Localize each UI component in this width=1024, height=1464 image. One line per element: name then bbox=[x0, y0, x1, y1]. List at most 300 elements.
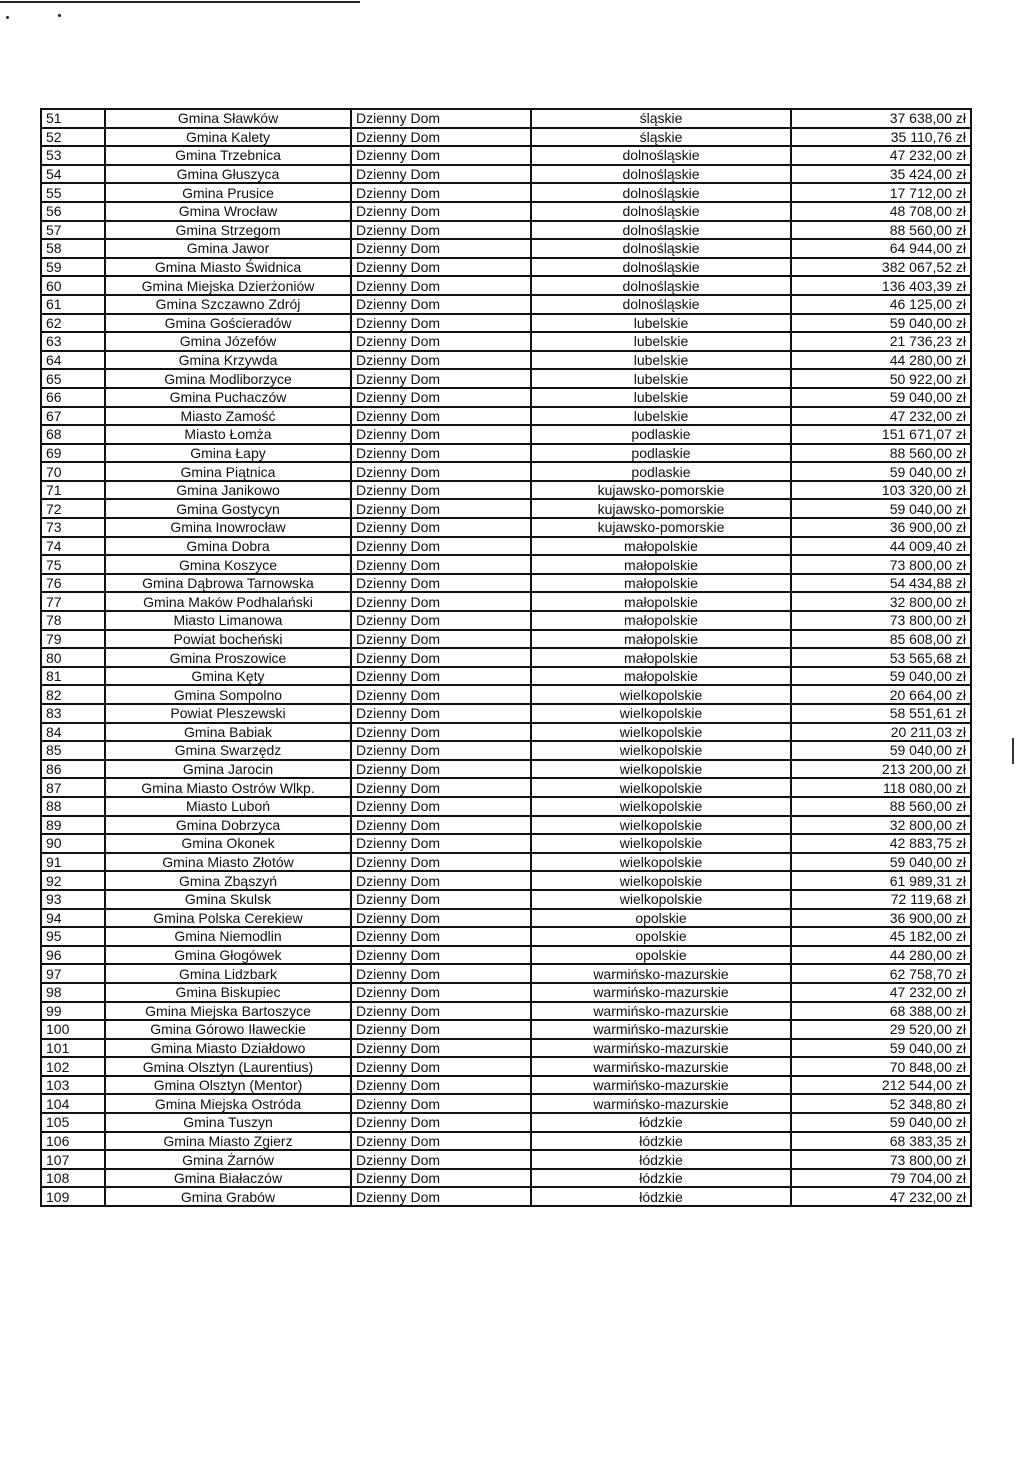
voivodeship-cell: lubelskie bbox=[531, 407, 791, 426]
beneficiary-name-cell: Gmina Dobrzyca bbox=[105, 816, 351, 835]
grant-amount-cell: 85 608,00 zł bbox=[791, 630, 971, 649]
scan-speck bbox=[6, 16, 9, 19]
table-row bbox=[41, 276, 971, 295]
row-number-cell: 69 bbox=[41, 444, 105, 463]
facility-type-cell: Dzienny Dom bbox=[351, 295, 531, 314]
row-number-cell: 55 bbox=[41, 183, 105, 202]
grant-amount-cell: 58 551,61 zł bbox=[791, 704, 971, 723]
beneficiary-name-cell: Gmina Miejska Bartoszyce bbox=[105, 1002, 351, 1021]
grant-amount-cell: 21 736,23 zł bbox=[791, 332, 971, 351]
beneficiary-name-cell: Gmina Tuszyn bbox=[105, 1113, 351, 1132]
voivodeship-cell: wielkopolskie bbox=[531, 890, 791, 909]
voivodeship-cell: dolnośląskie bbox=[531, 295, 791, 314]
grant-amount-cell: 32 800,00 zł bbox=[791, 592, 971, 611]
beneficiary-name-cell: Gmina Kalety bbox=[105, 128, 351, 147]
beneficiary-name-cell: Gmina Olsztyn (Laurentius) bbox=[105, 1057, 351, 1076]
grant-amount-cell: 212 544,00 zł bbox=[791, 1076, 971, 1095]
table-row bbox=[41, 1113, 971, 1132]
grant-amount-cell: 47 232,00 zł bbox=[791, 146, 971, 165]
facility-type-cell: Dzienny Dom bbox=[351, 667, 531, 686]
table-row bbox=[41, 481, 971, 500]
beneficiary-name-cell: Gmina Dąbrowa Tarnowska bbox=[105, 574, 351, 593]
grant-amount-cell: 52 348,80 zł bbox=[791, 1094, 971, 1113]
facility-type-cell: Dzienny Dom bbox=[351, 1187, 531, 1206]
table-row bbox=[41, 741, 971, 760]
beneficiary-name-cell: Gmina Trzebnica bbox=[105, 146, 351, 165]
table-row bbox=[41, 1002, 971, 1021]
facility-type-cell: Dzienny Dom bbox=[351, 648, 531, 667]
voivodeship-cell: wielkopolskie bbox=[531, 778, 791, 797]
facility-type-cell: Dzienny Dom bbox=[351, 109, 531, 128]
voivodeship-cell: dolnośląskie bbox=[531, 276, 791, 295]
grant-amount-cell: 47 232,00 zł bbox=[791, 1187, 971, 1206]
row-number-cell: 56 bbox=[41, 202, 105, 221]
voivodeship-cell: małopolskie bbox=[531, 592, 791, 611]
voivodeship-cell: dolnośląskie bbox=[531, 239, 791, 258]
grant-amount-cell: 36 900,00 zł bbox=[791, 909, 971, 928]
facility-type-cell: Dzienny Dom bbox=[351, 555, 531, 574]
beneficiary-name-cell: Gmina Szczawno Zdrój bbox=[105, 295, 351, 314]
facility-type-cell: Dzienny Dom bbox=[351, 314, 531, 333]
facility-type-cell: Dzienny Dom bbox=[351, 778, 531, 797]
beneficiary-name-cell: Gmina Polska Cerekiew bbox=[105, 909, 351, 928]
table-row bbox=[41, 1187, 971, 1206]
voivodeship-cell: dolnośląskie bbox=[531, 165, 791, 184]
row-number-cell: 51 bbox=[41, 109, 105, 128]
row-number-cell: 85 bbox=[41, 741, 105, 760]
beneficiary-name-cell: Gmina Jawor bbox=[105, 239, 351, 258]
voivodeship-cell: dolnośląskie bbox=[531, 146, 791, 165]
voivodeship-cell: warmińsko-mazurskie bbox=[531, 1057, 791, 1076]
grant-amount-cell: 59 040,00 zł bbox=[791, 462, 971, 481]
row-number-cell: 68 bbox=[41, 425, 105, 444]
voivodeship-cell: dolnośląskie bbox=[531, 202, 791, 221]
grant-table-body bbox=[41, 109, 971, 1206]
table-row bbox=[41, 871, 971, 890]
table-row bbox=[41, 499, 971, 518]
row-number-cell: 78 bbox=[41, 611, 105, 630]
scan-edge-mark bbox=[1012, 738, 1014, 764]
row-number-cell: 86 bbox=[41, 760, 105, 779]
beneficiary-name-cell: Gmina Jarocin bbox=[105, 760, 351, 779]
facility-type-cell: Dzienny Dom bbox=[351, 1150, 531, 1169]
facility-type-cell: Dzienny Dom bbox=[351, 1169, 531, 1188]
facility-type-cell: Dzienny Dom bbox=[351, 518, 531, 537]
row-number-cell: 90 bbox=[41, 834, 105, 853]
facility-type-cell: Dzienny Dom bbox=[351, 369, 531, 388]
grant-amount-cell: 73 800,00 zł bbox=[791, 555, 971, 574]
table-row bbox=[41, 723, 971, 742]
facility-type-cell: Dzienny Dom bbox=[351, 202, 531, 221]
table-row bbox=[41, 239, 971, 258]
facility-type-cell: Dzienny Dom bbox=[351, 444, 531, 463]
table-row bbox=[41, 1094, 971, 1113]
beneficiary-name-cell: Gmina Biskupiec bbox=[105, 983, 351, 1002]
beneficiary-name-cell: Gmina Inowrocław bbox=[105, 518, 351, 537]
grant-amount-cell: 61 989,31 zł bbox=[791, 871, 971, 890]
row-number-cell: 87 bbox=[41, 778, 105, 797]
table-row bbox=[41, 555, 971, 574]
row-number-cell: 95 bbox=[41, 927, 105, 946]
facility-type-cell: Dzienny Dom bbox=[351, 871, 531, 890]
beneficiary-name-cell: Gmina Okonek bbox=[105, 834, 351, 853]
grant-amount-cell: 59 040,00 zł bbox=[791, 741, 971, 760]
grant-amount-cell: 72 119,68 zł bbox=[791, 890, 971, 909]
voivodeship-cell: podlaskie bbox=[531, 444, 791, 463]
facility-type-cell: Dzienny Dom bbox=[351, 1076, 531, 1095]
row-number-cell: 107 bbox=[41, 1150, 105, 1169]
beneficiary-name-cell: Gmina Wrocław bbox=[105, 202, 351, 221]
grant-amount-cell: 46 125,00 zł bbox=[791, 295, 971, 314]
grant-amount-cell: 37 638,00 zł bbox=[791, 109, 971, 128]
voivodeship-cell: podlaskie bbox=[531, 425, 791, 444]
voivodeship-cell: wielkopolskie bbox=[531, 816, 791, 835]
voivodeship-cell: opolskie bbox=[531, 946, 791, 965]
table-row bbox=[41, 388, 971, 407]
voivodeship-cell: lubelskie bbox=[531, 369, 791, 388]
grant-amount-cell: 118 080,00 zł bbox=[791, 778, 971, 797]
row-number-cell: 57 bbox=[41, 221, 105, 240]
table-row bbox=[41, 1020, 971, 1039]
grant-amount-cell: 136 403,39 zł bbox=[791, 276, 971, 295]
row-number-cell: 100 bbox=[41, 1020, 105, 1039]
beneficiary-name-cell: Gmina Miejska Dzierżoniów bbox=[105, 276, 351, 295]
table-row bbox=[41, 314, 971, 333]
row-number-cell: 104 bbox=[41, 1094, 105, 1113]
beneficiary-name-cell: Gmina Piątnica bbox=[105, 462, 351, 481]
grant-amount-cell: 50 922,00 zł bbox=[791, 369, 971, 388]
facility-type-cell: Dzienny Dom bbox=[351, 1113, 531, 1132]
row-number-cell: 79 bbox=[41, 630, 105, 649]
grant-amount-cell: 213 200,00 zł bbox=[791, 760, 971, 779]
facility-type-cell: Dzienny Dom bbox=[351, 1057, 531, 1076]
facility-type-cell: Dzienny Dom bbox=[351, 258, 531, 277]
table-row bbox=[41, 183, 971, 202]
facility-type-cell: Dzienny Dom bbox=[351, 909, 531, 928]
grant-amount-cell: 29 520,00 zł bbox=[791, 1020, 971, 1039]
row-number-cell: 106 bbox=[41, 1132, 105, 1151]
voivodeship-cell: małopolskie bbox=[531, 648, 791, 667]
table-row bbox=[41, 816, 971, 835]
voivodeship-cell: wielkopolskie bbox=[531, 871, 791, 890]
row-number-cell: 64 bbox=[41, 351, 105, 370]
row-number-cell: 91 bbox=[41, 853, 105, 872]
grant-amount-cell: 42 883,75 zł bbox=[791, 834, 971, 853]
table-row bbox=[41, 890, 971, 909]
facility-type-cell: Dzienny Dom bbox=[351, 816, 531, 835]
grant-amount-cell: 73 800,00 zł bbox=[791, 611, 971, 630]
row-number-cell: 72 bbox=[41, 499, 105, 518]
table-row bbox=[41, 797, 971, 816]
voivodeship-cell: lubelskie bbox=[531, 314, 791, 333]
beneficiary-name-cell: Gmina Koszyce bbox=[105, 555, 351, 574]
voivodeship-cell: małopolskie bbox=[531, 574, 791, 593]
row-number-cell: 103 bbox=[41, 1076, 105, 1095]
facility-type-cell: Dzienny Dom bbox=[351, 146, 531, 165]
facility-type-cell: Dzienny Dom bbox=[351, 221, 531, 240]
voivodeship-cell: dolnośląskie bbox=[531, 221, 791, 240]
beneficiary-name-cell: Gmina Miasto Zgierz bbox=[105, 1132, 351, 1151]
voivodeship-cell: wielkopolskie bbox=[531, 834, 791, 853]
table-row bbox=[41, 295, 971, 314]
table-row bbox=[41, 946, 971, 965]
table-row bbox=[41, 444, 971, 463]
voivodeship-cell: łódzkie bbox=[531, 1132, 791, 1151]
beneficiary-name-cell: Gmina Miasto Działdowo bbox=[105, 1039, 351, 1058]
voivodeship-cell: łódzkie bbox=[531, 1169, 791, 1188]
row-number-cell: 101 bbox=[41, 1039, 105, 1058]
facility-type-cell: Dzienny Dom bbox=[351, 276, 531, 295]
facility-type-cell: Dzienny Dom bbox=[351, 128, 531, 147]
grant-amount-cell: 59 040,00 zł bbox=[791, 388, 971, 407]
grant-amount-cell: 68 383,35 zł bbox=[791, 1132, 971, 1151]
beneficiary-name-cell: Gmina Proszowice bbox=[105, 648, 351, 667]
grant-amount-cell: 32 800,00 zł bbox=[791, 816, 971, 835]
scan-speck bbox=[58, 14, 61, 17]
beneficiary-name-cell: Miasto Luboń bbox=[105, 797, 351, 816]
grant-amount-cell: 88 560,00 zł bbox=[791, 797, 971, 816]
row-number-cell: 96 bbox=[41, 946, 105, 965]
table-row bbox=[41, 258, 971, 277]
facility-type-cell: Dzienny Dom bbox=[351, 797, 531, 816]
row-number-cell: 74 bbox=[41, 537, 105, 556]
row-number-cell: 75 bbox=[41, 555, 105, 574]
row-number-cell: 92 bbox=[41, 871, 105, 890]
table-row bbox=[41, 1039, 971, 1058]
facility-type-cell: Dzienny Dom bbox=[351, 760, 531, 779]
table-row bbox=[41, 853, 971, 872]
grant-amount-cell: 44 280,00 zł bbox=[791, 351, 971, 370]
facility-type-cell: Dzienny Dom bbox=[351, 983, 531, 1002]
grant-amount-cell: 35 424,00 zł bbox=[791, 165, 971, 184]
grant-amount-cell: 20 211,03 zł bbox=[791, 723, 971, 742]
beneficiary-name-cell: Gmina Zbąszyń bbox=[105, 871, 351, 890]
row-number-cell: 98 bbox=[41, 983, 105, 1002]
row-number-cell: 84 bbox=[41, 723, 105, 742]
grant-amount-cell: 64 944,00 zł bbox=[791, 239, 971, 258]
table-row bbox=[41, 221, 971, 240]
table-row bbox=[41, 834, 971, 853]
row-number-cell: 80 bbox=[41, 648, 105, 667]
table-row bbox=[41, 704, 971, 723]
row-number-cell: 73 bbox=[41, 518, 105, 537]
voivodeship-cell: łódzkie bbox=[531, 1150, 791, 1169]
beneficiary-name-cell: Gmina Puchaczów bbox=[105, 388, 351, 407]
facility-type-cell: Dzienny Dom bbox=[351, 1039, 531, 1058]
row-number-cell: 76 bbox=[41, 574, 105, 593]
beneficiary-name-cell: Miasto Zamość bbox=[105, 407, 351, 426]
grant-amount-cell: 79 704,00 zł bbox=[791, 1169, 971, 1188]
facility-type-cell: Dzienny Dom bbox=[351, 1094, 531, 1113]
row-number-cell: 65 bbox=[41, 369, 105, 388]
beneficiary-name-cell: Gmina Krzywda bbox=[105, 351, 351, 370]
voivodeship-cell: warmińsko-mazurskie bbox=[531, 1002, 791, 1021]
beneficiary-name-cell: Gmina Józefów bbox=[105, 332, 351, 351]
facility-type-cell: Dzienny Dom bbox=[351, 630, 531, 649]
table-row bbox=[41, 574, 971, 593]
row-number-cell: 105 bbox=[41, 1113, 105, 1132]
table-row bbox=[41, 332, 971, 351]
facility-type-cell: Dzienny Dom bbox=[351, 592, 531, 611]
table-row bbox=[41, 1169, 971, 1188]
facility-type-cell: Dzienny Dom bbox=[351, 462, 531, 481]
table-row bbox=[41, 648, 971, 667]
beneficiary-name-cell: Gmina Białaczów bbox=[105, 1169, 351, 1188]
voivodeship-cell: śląskie bbox=[531, 128, 791, 147]
row-number-cell: 59 bbox=[41, 258, 105, 277]
voivodeship-cell: kujawsko-pomorskie bbox=[531, 499, 791, 518]
grant-amount-cell: 88 560,00 zł bbox=[791, 221, 971, 240]
voivodeship-cell: łódzkie bbox=[531, 1113, 791, 1132]
facility-type-cell: Dzienny Dom bbox=[351, 574, 531, 593]
row-number-cell: 109 bbox=[41, 1187, 105, 1206]
beneficiary-name-cell: Powiat Pleszewski bbox=[105, 704, 351, 723]
facility-type-cell: Dzienny Dom bbox=[351, 1020, 531, 1039]
table-row bbox=[41, 1076, 971, 1095]
beneficiary-name-cell: Gmina Miasto Złotów bbox=[105, 853, 351, 872]
facility-type-cell: Dzienny Dom bbox=[351, 834, 531, 853]
voivodeship-cell: dolnośląskie bbox=[531, 183, 791, 202]
row-number-cell: 61 bbox=[41, 295, 105, 314]
facility-type-cell: Dzienny Dom bbox=[351, 927, 531, 946]
grant-amount-cell: 53 565,68 zł bbox=[791, 648, 971, 667]
grant-amount-cell: 73 800,00 zł bbox=[791, 1150, 971, 1169]
beneficiary-name-cell: Gmina Miasto Ostrów Wlkp. bbox=[105, 778, 351, 797]
beneficiary-name-cell: Gmina Żarnów bbox=[105, 1150, 351, 1169]
voivodeship-cell: dolnośląskie bbox=[531, 258, 791, 277]
beneficiary-name-cell: Miasto Limanowa bbox=[105, 611, 351, 630]
table-row bbox=[41, 983, 971, 1002]
grant-amount-cell: 103 320,00 zł bbox=[791, 481, 971, 500]
table-row bbox=[41, 964, 971, 983]
row-number-cell: 66 bbox=[41, 388, 105, 407]
voivodeship-cell: wielkopolskie bbox=[531, 741, 791, 760]
beneficiary-name-cell: Gmina Sławków bbox=[105, 109, 351, 128]
row-number-cell: 62 bbox=[41, 314, 105, 333]
row-number-cell: 83 bbox=[41, 704, 105, 723]
table-row bbox=[41, 109, 971, 128]
grant-amount-cell: 59 040,00 zł bbox=[791, 1039, 971, 1058]
voivodeship-cell: warmińsko-mazurskie bbox=[531, 964, 791, 983]
row-number-cell: 94 bbox=[41, 909, 105, 928]
table-row bbox=[41, 202, 971, 221]
table-row bbox=[41, 518, 971, 537]
row-number-cell: 89 bbox=[41, 816, 105, 835]
facility-type-cell: Dzienny Dom bbox=[351, 890, 531, 909]
table-row bbox=[41, 592, 971, 611]
facility-type-cell: Dzienny Dom bbox=[351, 332, 531, 351]
grant-amount-cell: 44 280,00 zł bbox=[791, 946, 971, 965]
beneficiary-name-cell: Gmina Górowo Iławeckie bbox=[105, 1020, 351, 1039]
beneficiary-name-cell: Gmina Dobra bbox=[105, 537, 351, 556]
beneficiary-name-cell: Gmina Miejska Ostróda bbox=[105, 1094, 351, 1113]
table-row bbox=[41, 146, 971, 165]
table-row bbox=[41, 909, 971, 928]
beneficiary-name-cell: Powiat bocheński bbox=[105, 630, 351, 649]
grant-amount-cell: 47 232,00 zł bbox=[791, 983, 971, 1002]
beneficiary-name-cell: Gmina Maków Podhalański bbox=[105, 592, 351, 611]
grant-amount-cell: 20 664,00 zł bbox=[791, 685, 971, 704]
table-row bbox=[41, 630, 971, 649]
facility-type-cell: Dzienny Dom bbox=[351, 704, 531, 723]
grant-amount-cell: 48 708,00 zł bbox=[791, 202, 971, 221]
facility-type-cell: Dzienny Dom bbox=[351, 946, 531, 965]
row-number-cell: 77 bbox=[41, 592, 105, 611]
voivodeship-cell: łódzkie bbox=[531, 1187, 791, 1206]
grant-amount-cell: 44 009,40 zł bbox=[791, 537, 971, 556]
row-number-cell: 53 bbox=[41, 146, 105, 165]
row-number-cell: 93 bbox=[41, 890, 105, 909]
voivodeship-cell: warmińsko-mazurskie bbox=[531, 983, 791, 1002]
facility-type-cell: Dzienny Dom bbox=[351, 723, 531, 742]
grant-table bbox=[40, 108, 972, 1207]
beneficiary-name-cell: Gmina Kęty bbox=[105, 667, 351, 686]
grant-amount-cell: 36 900,00 zł bbox=[791, 518, 971, 537]
voivodeship-cell: małopolskie bbox=[531, 611, 791, 630]
row-number-cell: 82 bbox=[41, 685, 105, 704]
facility-type-cell: Dzienny Dom bbox=[351, 853, 531, 872]
beneficiary-name-cell: Gmina Strzegom bbox=[105, 221, 351, 240]
facility-type-cell: Dzienny Dom bbox=[351, 165, 531, 184]
table-row bbox=[41, 165, 971, 184]
row-number-cell: 81 bbox=[41, 667, 105, 686]
row-number-cell: 60 bbox=[41, 276, 105, 295]
grant-amount-cell: 59 040,00 zł bbox=[791, 1113, 971, 1132]
grant-amount-cell: 59 040,00 zł bbox=[791, 499, 971, 518]
table-row bbox=[41, 537, 971, 556]
table-row bbox=[41, 760, 971, 779]
grant-amount-cell: 88 560,00 zł bbox=[791, 444, 971, 463]
table-row bbox=[41, 128, 971, 147]
facility-type-cell: Dzienny Dom bbox=[351, 407, 531, 426]
grant-amount-cell: 68 388,00 zł bbox=[791, 1002, 971, 1021]
beneficiary-name-cell: Gmina Olsztyn (Mentor) bbox=[105, 1076, 351, 1095]
beneficiary-name-cell: Gmina Modliborzyce bbox=[105, 369, 351, 388]
beneficiary-name-cell: Miasto Łomża bbox=[105, 425, 351, 444]
facility-type-cell: Dzienny Dom bbox=[351, 499, 531, 518]
grant-amount-cell: 17 712,00 zł bbox=[791, 183, 971, 202]
beneficiary-name-cell: Gmina Prusice bbox=[105, 183, 351, 202]
voivodeship-cell: podlaskie bbox=[531, 462, 791, 481]
facility-type-cell: Dzienny Dom bbox=[351, 183, 531, 202]
voivodeship-cell: lubelskie bbox=[531, 388, 791, 407]
facility-type-cell: Dzienny Dom bbox=[351, 964, 531, 983]
beneficiary-name-cell: Gmina Głogówek bbox=[105, 946, 351, 965]
voivodeship-cell: warmińsko-mazurskie bbox=[531, 1094, 791, 1113]
voivodeship-cell: kujawsko-pomorskie bbox=[531, 518, 791, 537]
grant-amount-cell: 62 758,70 zł bbox=[791, 964, 971, 983]
beneficiary-name-cell: Gmina Miasto Świdnica bbox=[105, 258, 351, 277]
beneficiary-name-cell: Gmina Lidzbark bbox=[105, 964, 351, 983]
row-number-cell: 71 bbox=[41, 481, 105, 500]
voivodeship-cell: lubelskie bbox=[531, 332, 791, 351]
voivodeship-cell: opolskie bbox=[531, 927, 791, 946]
grant-amount-cell: 35 110,76 zł bbox=[791, 128, 971, 147]
voivodeship-cell: kujawsko-pomorskie bbox=[531, 481, 791, 500]
row-number-cell: 108 bbox=[41, 1169, 105, 1188]
voivodeship-cell: wielkopolskie bbox=[531, 797, 791, 816]
voivodeship-cell: wielkopolskie bbox=[531, 760, 791, 779]
facility-type-cell: Dzienny Dom bbox=[351, 239, 531, 258]
table-row bbox=[41, 685, 971, 704]
grant-amount-cell: 70 848,00 zł bbox=[791, 1057, 971, 1076]
row-number-cell: 54 bbox=[41, 165, 105, 184]
row-number-cell: 58 bbox=[41, 239, 105, 258]
voivodeship-cell: warmińsko-mazurskie bbox=[531, 1020, 791, 1039]
table-row bbox=[41, 407, 971, 426]
voivodeship-cell: lubelskie bbox=[531, 351, 791, 370]
table-row bbox=[41, 462, 971, 481]
